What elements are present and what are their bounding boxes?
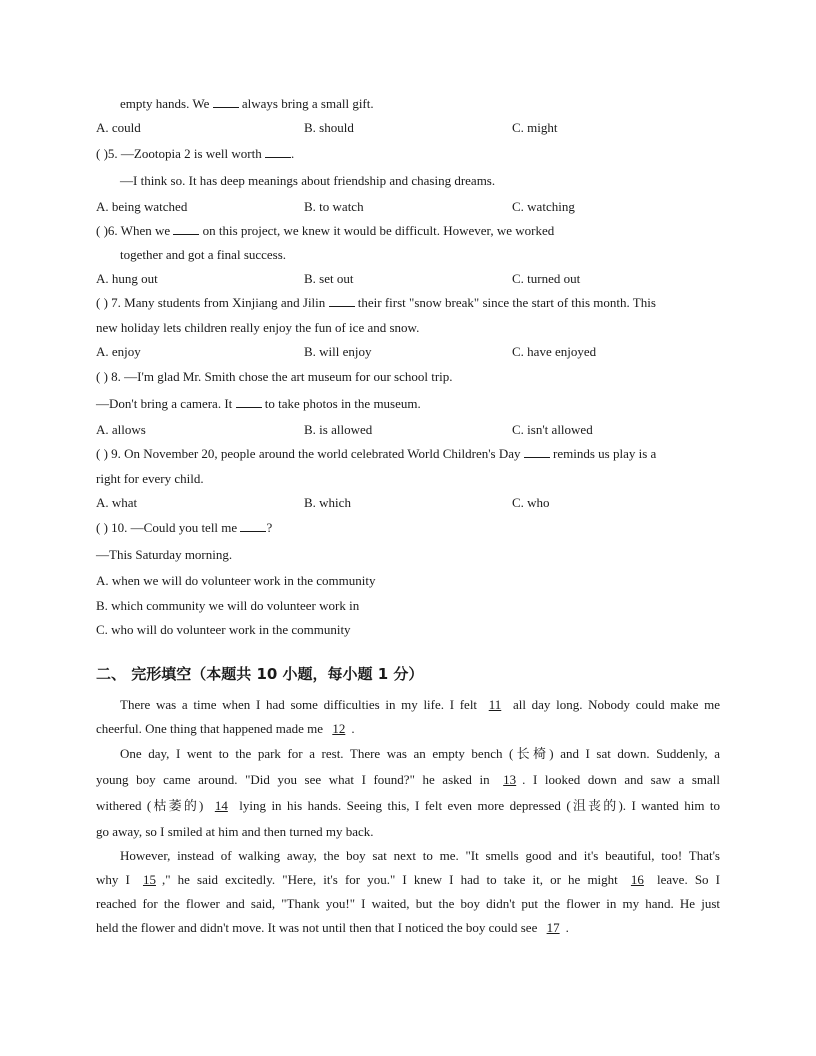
passage-text: all day long. Nobody could make me bbox=[512, 697, 720, 712]
option-b: B. will enjoy bbox=[304, 344, 372, 359]
answer-blank bbox=[236, 397, 262, 408]
answer-blank bbox=[213, 97, 239, 108]
blank-number: 14 bbox=[214, 798, 228, 813]
question-text: ( )5. —Zootopia 2 is well worth bbox=[96, 146, 262, 161]
question-text: always bring a small gift. bbox=[241, 96, 374, 111]
option-a: A. allows bbox=[96, 422, 146, 437]
question-text: ( ) 9. On November 20, people around the world celebrated World Children's Day bbox=[96, 446, 521, 461]
option-b: B. which bbox=[304, 495, 351, 510]
passage-text: go away, so I smiled at him and then turned my back. bbox=[96, 824, 374, 839]
passage-text: One day, I went to the park for a rest. There was an empty bench (长椅) and I sat down. Suddenly, a bbox=[120, 746, 720, 761]
question-9-continuation: right for every child. bbox=[96, 471, 204, 486]
passage-text: However, instead of walking away, the boy sat next to me. "It smells good and it's beautiful, too! That's bbox=[120, 848, 720, 863]
option-a: A. enjoy bbox=[96, 344, 141, 359]
question-text: their first "snow break" since the start of this month. This bbox=[357, 295, 656, 310]
option-a: A. being watched bbox=[96, 199, 188, 214]
option-a: A. when we will do volunteer work in the community bbox=[96, 573, 376, 588]
option-b: B. set out bbox=[304, 271, 354, 286]
option-b: B. is allowed bbox=[304, 422, 373, 437]
passage-text: young boy came around. "Did you see what I found?" he asked in bbox=[96, 772, 490, 787]
question-text: to take photos in the museum. bbox=[264, 396, 421, 411]
question-7-continuation: new holiday lets children really enjoy the fun of ice and snow. bbox=[96, 320, 420, 335]
question-text: on this project, we knew it would be difficult. However, we worked bbox=[202, 223, 555, 238]
blank-number: 13 bbox=[503, 772, 517, 787]
answer-blank bbox=[173, 224, 199, 235]
question-8: ( ) 8. —I'm glad Mr. Smith chose the art museum for our school trip. bbox=[96, 369, 453, 384]
passage-text: . bbox=[351, 721, 355, 736]
question-6-continuation: together and got a final success. bbox=[120, 247, 287, 262]
passage-text: reached for the flower and said, "Thank you!" I waited, but the boy didn't put the flower in my hand. He just bbox=[96, 896, 720, 911]
question-text: reminds us play is a bbox=[553, 446, 657, 461]
question-4-continuation bbox=[120, 96, 374, 112]
passage-text: why I bbox=[96, 872, 130, 887]
blank-number: 11 bbox=[488, 697, 502, 712]
option-c: C. isn't allowed bbox=[512, 422, 593, 437]
passage-line bbox=[96, 824, 720, 840]
question-8-reply bbox=[96, 396, 421, 412]
passage-text: . bbox=[565, 920, 569, 935]
blank-number: 15 bbox=[142, 872, 156, 887]
option-c: C. who will do volunteer work in the community bbox=[96, 622, 351, 637]
answer-blank bbox=[265, 147, 291, 158]
option-c: C. have enjoyed bbox=[512, 344, 597, 359]
passage-text: . I looked down and saw a small bbox=[522, 772, 720, 787]
question-10-reply: —This Saturday morning. bbox=[96, 547, 233, 562]
blank-number: 16 bbox=[630, 872, 644, 887]
passage-line bbox=[96, 721, 720, 737]
passage-text: There was a time when I had some difficulties in my life. I felt bbox=[120, 697, 478, 712]
passage-text: ," he said excitedly. "Here, it's for you." I knew I had to take it, or he might bbox=[161, 872, 618, 887]
option-a: A. hung out bbox=[96, 271, 158, 286]
option-b: B. which community we will do volunteer work in bbox=[96, 598, 360, 613]
answer-blank bbox=[240, 521, 266, 532]
passage-text: cheerful. One thing that happened made me bbox=[96, 721, 324, 736]
question-text: . bbox=[290, 146, 295, 161]
option-b: B. should bbox=[304, 120, 354, 135]
option-a: A. could bbox=[96, 120, 141, 135]
question-5 bbox=[96, 146, 294, 162]
passage-text: held the flower and didn't move. It was not until then that I noticed the boy could see bbox=[96, 920, 538, 935]
option-c: C. might bbox=[512, 120, 558, 135]
question-text: ( )6. When we bbox=[96, 223, 171, 238]
blank-number: 12 bbox=[332, 721, 346, 736]
question-9 bbox=[96, 446, 656, 462]
question-text: ( ) 10. —Could you tell me bbox=[96, 520, 238, 535]
section-heading: 二、 完形填空（本题共 10 小题，每小题 1 分） bbox=[96, 665, 424, 683]
question-7 bbox=[96, 295, 656, 311]
option-b: B. to watch bbox=[304, 199, 364, 214]
answer-blank bbox=[329, 296, 355, 307]
option-a: A. what bbox=[96, 495, 138, 510]
question-10 bbox=[96, 520, 272, 536]
question-text: —Don't bring a camera. It bbox=[96, 396, 233, 411]
blank-number: 17 bbox=[546, 920, 560, 935]
answer-blank bbox=[524, 447, 550, 458]
passage-text: lying in his hands. Seeing this, I felt even more depressed (沮丧的). I wanted him to bbox=[239, 798, 721, 813]
option-c: C. who bbox=[512, 495, 550, 510]
question-text: empty hands. We bbox=[120, 96, 210, 111]
passage-text: withered (枯萎的) bbox=[96, 798, 204, 813]
option-c: C. turned out bbox=[512, 271, 581, 286]
option-c: C. watching bbox=[512, 199, 575, 214]
passage-text: leave. So I bbox=[657, 872, 721, 887]
question-text: ? bbox=[266, 520, 273, 535]
question-5-reply: —I think so. It has deep meanings about friendship and chasing dreams. bbox=[120, 173, 496, 188]
passage-line bbox=[96, 920, 720, 936]
question-text: ( ) 7. Many students from Xinjiang and Jilin bbox=[96, 295, 326, 310]
question-6 bbox=[96, 223, 554, 239]
